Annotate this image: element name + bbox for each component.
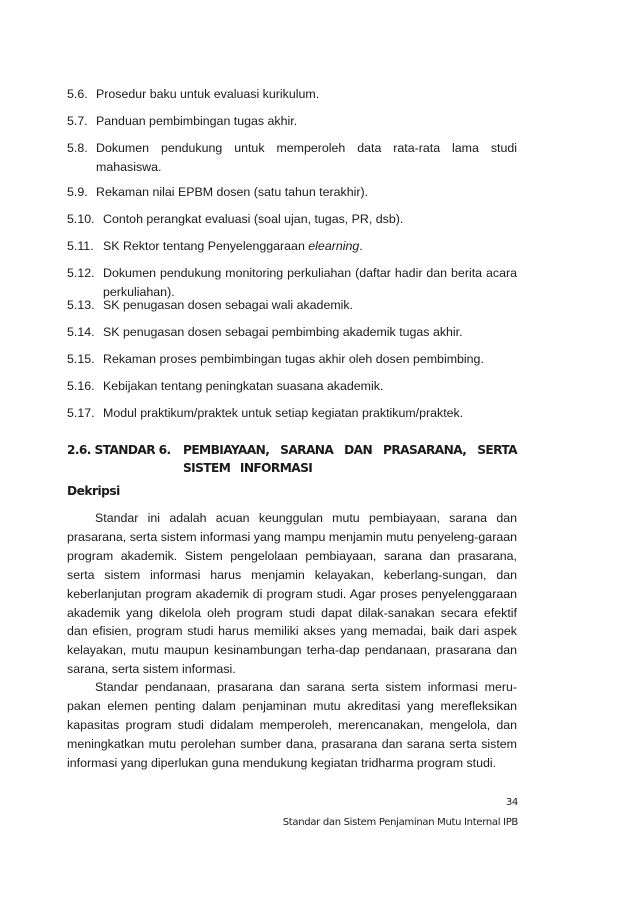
list-item-number: 5.7. xyxy=(67,114,88,128)
list-item-number: 5.16. xyxy=(67,379,95,393)
list-item-number: 5.12. xyxy=(67,266,95,280)
list-item xyxy=(67,377,517,396)
list-item-text xyxy=(103,237,517,256)
list-item-text: Contoh perangkat evaluasi (soal ujan, tugas, PR, dsb). xyxy=(103,212,404,226)
list-item-text: Prosedur baku untuk evaluasi kurikulum. xyxy=(96,87,320,101)
list-item-text: Modul praktikum/praktek untuk setiap kegiatan praktikum/praktek. xyxy=(103,406,464,420)
list-item-number: 5.10. xyxy=(67,212,95,226)
body-paragraph: Standar ini adalah acuan keunggulan mutu pembiayaan, sarana dan prasarana, serta sistem informasi yang mampu menjamin mutu penyeleng-garaan program akademik. Sistem pengelolaan pembiayaan, sarana dan prasarana, serta sistem informasi harus menjamin kelayakan, keberlang-sungan, dan keberlanjutan program akademik di program studi. Agar proses penyelenggaraan akademik yang dikelola oleh program studi dapat dilak-sanakan secara efektif dan efisien, program studi harus memiliki akses yang memadai, baik dari aspek kelayakan, mutu maupun kesinambungan terha-dap pendanaan, prasarana dan sarana, serta sistem informasi. xyxy=(67,511,517,677)
list-item-text-end: . xyxy=(359,239,363,253)
footer-title: Standar dan Sistem Penjaminan Mutu Internal IPB xyxy=(282,817,518,828)
list-item xyxy=(67,237,517,256)
list-item xyxy=(67,210,517,229)
list-item-number: 5.9. xyxy=(67,185,88,199)
list-item-number: 5.13. xyxy=(67,298,95,312)
list-item xyxy=(67,350,517,369)
list-item-number: 5.8. xyxy=(67,141,88,155)
list-item-text: Dokumen pendukung monitoring perkuliahan (daftar hadir dan berita acara perkuliahan). xyxy=(103,266,517,299)
page-number: 34 xyxy=(505,797,518,808)
list-item xyxy=(67,404,517,423)
subheading: Dekripsi xyxy=(67,484,120,498)
list-item-text: SK penugasan dosen sebagai wali akademik. xyxy=(103,298,354,312)
section-title: PEMBIAYAAN, SARANA DAN PRASARANA, SERTA SISTEM INFORMASI xyxy=(183,443,517,475)
list-item-text: Panduan pembimbingan tugas akhir. xyxy=(96,114,298,128)
section-number: 2.6. STANDAR 6. xyxy=(67,443,171,457)
list-item-text-start: SK Rektor tentang Penyelenggaraan xyxy=(103,239,309,253)
list-item xyxy=(67,183,517,202)
list-item-text: Rekaman nilai EPBM dosen (satu tahun terakhir). xyxy=(96,185,369,199)
list-item-text: SK penugasan dosen sebagai pembimbing akademik tugas akhir. xyxy=(103,325,463,339)
list-item xyxy=(67,296,517,315)
body-paragraph: Standar pendanaan, prasarana dan sarana serta sistem informasi meru-pakan elemen penting dalam penjaminan mutu akreditasi yang merefleksikan kapasitas program studi didalam memperoleh, merencanakan, mengelola, dan meningkatkan mutu perolehan sumber dana, prasarana dan sarana serta sistem informasi yang diperlukan guna mendukung kegiatan tridharma program studi. xyxy=(67,680,517,770)
list-item xyxy=(67,323,517,342)
list-item-number: 5.6. xyxy=(67,87,88,101)
list-item-number: 5.17. xyxy=(67,406,95,420)
section-heading xyxy=(67,441,517,477)
list-item-text: Dokumen pendukung untuk memperoleh data rata-rata lama studi mahasiswa. xyxy=(96,141,517,174)
list-item-number: 5.11. xyxy=(67,239,94,253)
list-item xyxy=(67,112,517,131)
list-item xyxy=(67,85,517,104)
list-item-text-italic: elearning xyxy=(308,239,360,253)
list-item-text: Rekaman proses pembimbingan tugas akhir oleh dosen pembimbing. xyxy=(103,352,484,366)
list-item-number: 5.14. xyxy=(67,325,95,339)
list-item xyxy=(67,139,517,176)
list-item-number: 5.15. xyxy=(67,352,95,366)
list-item-text: Kebijakan tentang peningkatan suasana akademik. xyxy=(103,379,384,393)
